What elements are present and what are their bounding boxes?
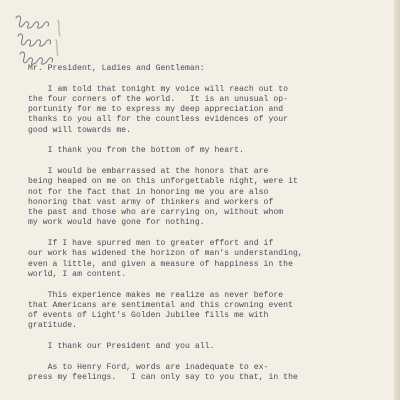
- paragraph-1-line-2: the four corners of the world. It is an unusual op-: [28, 94, 289, 104]
- paragraph-5-line-3: of events of Light's Golden Jubilee fills me with: [28, 311, 269, 321]
- spacer: [28, 280, 380, 290]
- spacer: [28, 352, 380, 362]
- paragraph-5-line-2: that Americans are sentimental and this crowning event: [28, 300, 293, 310]
- spacer: [28, 229, 380, 239]
- paragraph-7-line-2: press my feelings. I can only say to you that, in the: [28, 372, 298, 382]
- paragraph-4-line-2: our work has widened the horizon of man's understanding,: [28, 249, 303, 259]
- paragraph-4-line-3: even a little, and given a measure of happiness in the: [28, 259, 293, 269]
- page-edge: [394, 0, 400, 400]
- spacer: [28, 332, 380, 342]
- paragraph-5-line-1: This experience makes me realize as never before: [47, 290, 284, 300]
- paragraph-2-line-1: I thank you from the bottom of my heart.: [47, 146, 244, 156]
- paragraph-3-line-6: my work would have gone for nothing.: [28, 218, 205, 228]
- paragraph-3-line-4: honoring that vast army of thinkers and workers of: [28, 197, 274, 207]
- letter-body: [28, 64, 380, 383]
- spacer: [28, 74, 380, 84]
- paragraph-3-line-1: I would be embarrassed at the honors that are: [47, 166, 269, 176]
- paragraph-4-line-1: If I have spurred men to greater effort and if: [47, 239, 274, 249]
- spacer: [28, 157, 380, 167]
- paragraph-1-line-3: portunity for me to express my deep appreciation and: [28, 105, 284, 115]
- paragraph-3-line-2: being heaped on me on this unforgettable night, were it: [28, 177, 298, 187]
- paragraph-7-line-1: As to Henry Ford, words are inadequate to ex-: [47, 362, 269, 372]
- paragraph-1-line-5: good will towards me.: [28, 125, 132, 135]
- paragraph-3-line-5: the past and those who are carrying on, without whom: [28, 208, 284, 218]
- paragraph-4-line-4: world, I am content.: [28, 269, 127, 279]
- paragraph-1-line-4: thanks to you all for the countless evidences of your: [28, 115, 289, 125]
- paragraph-6-line-1: I thank our President and you all.: [47, 342, 215, 352]
- spacer: [28, 136, 380, 146]
- salutation: Mr. President, Ladies and Gentleman:: [28, 64, 205, 73]
- paragraph-5-line-4: gratitude.: [28, 321, 78, 331]
- paragraph-1-line-1: I am told that tonight my voice will reach out to: [47, 84, 289, 94]
- paragraph-3-line-3: not for the fact that in honoring me you are also: [28, 187, 269, 197]
